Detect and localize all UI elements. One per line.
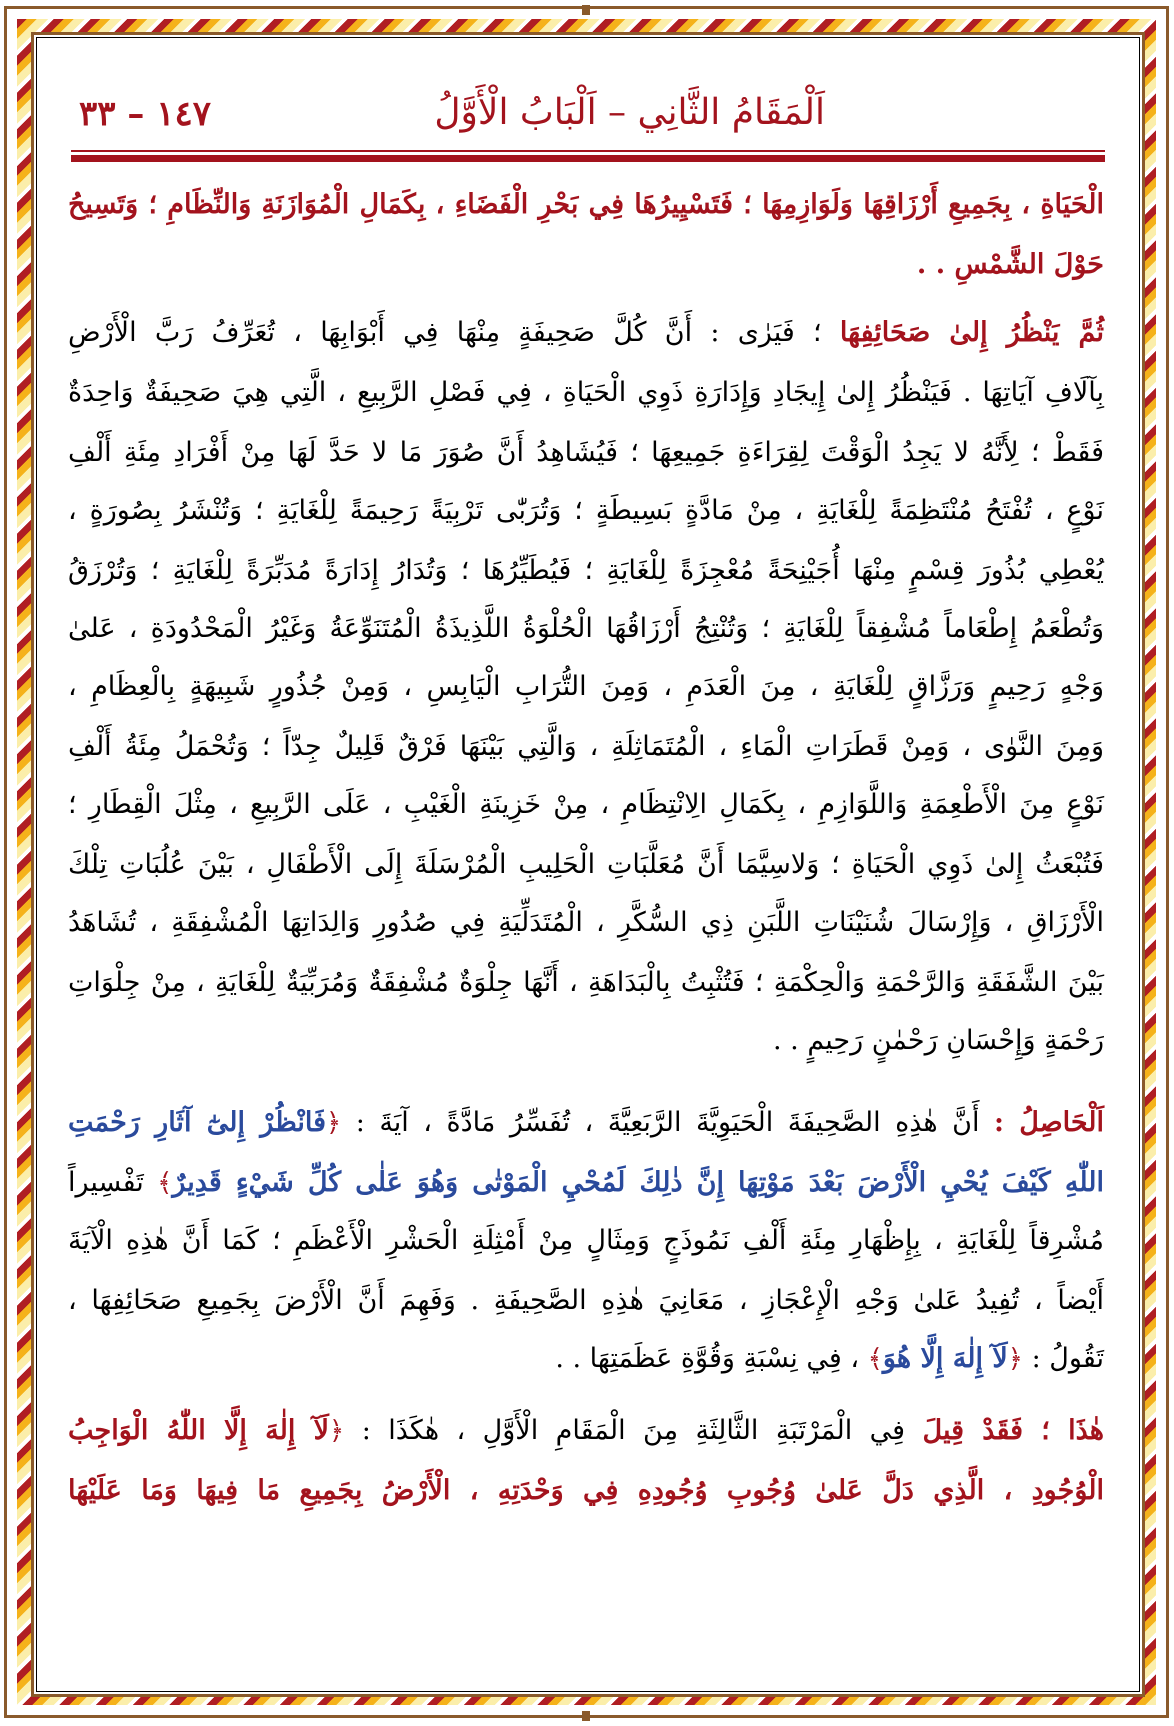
text-line [68,903,1104,947]
body-text-segment: الْأَرْزَاقِ ، وَإِرْسَالَ شُنَيْنَاتِ اللَّبَنِ ذِي السُّكَّرِ ، الْمُتَدَلِّيَةِ فِي صُدُورِ وَالِدَاتِهَا الْمُشْفِقَةِ ، تُشَاهَدُ [68,907,1104,938]
text-line [68,433,1104,477]
text-line [68,551,1104,595]
text-line [68,667,1104,711]
text-line [68,785,1104,829]
ornate-bracket-icon: ﴿ [326,1108,342,1138]
highlighted-text: هٰذَا ؛ فَقَدْ قِيلَ [922,1415,1105,1446]
text-line [68,491,1104,535]
body-text-segment: مُشْرِقاً لِلْغَايَةِ ، بِإِظْهَارِ مِئَةِ أَلْفِ نَمُوذَجٍ وَمِثَالٍ مِنْ أَمْثِلَةِ الْحَشْرِ الْأَعْظَمِ ؛ كَمَا أَنَّ هٰذِهِ الْآيَةَ [68,1225,1104,1256]
body-text-segment: نَوْعٍ ، تُفْتَحُ مُنْتَظِمَةً لِلْغَايَةِ ، مِنْ مَادَّةٍ بَسِيطَةٍ ؛ وَتُرَبّٰى تَرْبِيَةً رَحِيمَةً لِلْغَايَةِ ؛ وَتُنْشَرُ بِصُورَةٍ ، [68,495,1104,526]
body-text-segment: وَجْهٍ رَحِيمٍ وَرَزَّاقٍ لِلْغَايَةِ ، مِنَ الْعَدَمِ ، وَمِنَ التُّرَابِ الْيَابِسِ ، وَمِنْ جُذُورٍ شَبِيهَةٍ بِالْعِظَامِ ، [68,671,1104,702]
text-line [68,1339,1104,1383]
body-text-segment: تَفْسِيراً [68,1167,158,1198]
body-text-segment: يُعْطِي بُذُورَ قِسْمٍ مِنْهَا أُجَيْنِحَةً مُعْجِزَةً لِلْغَايَةِ ؛ فَيُطَيِّرُهَا ؛ وَتُدَارُ إِدَارَةً مُدَبِّرَةً لِلْغَايَةِ ؛ وَتُرْزَقُ [68,555,1104,586]
quran-verse-text: اللّٰهِ كَيْفَ يُحْيِ الْأَرْضَ بَعْدَ مَوْتِهَا إِنَّ ذٰلِكَ لَمُحْيِ الْمَوْتٰى وَهُوَ عَلٰى كُلِّ شَيْءٍ قَدِيرٌ [172,1167,1104,1198]
frame-knot-bottom [582,1711,590,1721]
body-text-segment: وَتُطْعَمُ إِطْعَاماً مُشْفِقاً لِلْغَايَةِ ؛ وَتُنْتِجُ أَرْزَاقُهَا الْحُلْوَةُ اللَّذِيذَةُ الْمُتَنَوِّعَةُ وَغَيْرُ الْمَحْدُودَةِ ، عَلىٰ [68,613,1104,644]
body-text-segment: وَمِنَ النَّوٰى ، وَمِنْ قَطَرَاتِ الْمَاءِ ، الْمُتَمَاثِلَةِ ، وَالَّتِي بَيْنَهَا فَرْقٌ قَلِيلٌ جِدّاً ؛ وَتُحْمَلُ مِئَةُ أَلْفِ [68,731,1104,762]
body-text-segment: بَيْنَ الشَّفَقَةِ وَالرَّحْمَةِ وَالْحِكْمَةِ ؛ فَتُثْبِتُ بِالْبَدَاهَةِ ، أَنَّهَا جِلْوَةٌ مُشْفِقَةٌ وَمُرَبِّيَةٌ لِلْغَايَةِ ، مِنْ جِلْوَاتِ [68,967,1104,998]
body-text-segment: ، فِي نِسْبَةِ وَقُوَّةِ عَظَمَتِهَا . . [555,1343,868,1374]
header-rule-thick [71,155,1105,162]
text-line [68,963,1104,1007]
ornate-bracket-icon: ﴿ [329,1416,345,1446]
body-text-segment: بِآلَافِ آيَاتِهَا . فَيَنْظُرُ إِلىٰ إِيجَادِ وَإِدَارَةِ ذَوِي الْحَيَاةِ ، فِي فَصْلِ الرَّبِيعِ ، الَّتِي هِيَ صَحِيفَةٌ وَاحِدَةٌ [68,377,1104,408]
highlighted-text: الْوُجُودِ ، الَّذِي دَلَّ عَلىٰ وُجُوبِ وُجُودِهِ فِي وَحْدَتِهِ ، الْأَرْضُ بِجَمِيعِ مَا فِيهَا وَمَا عَلَيْهَا [68,1475,1104,1506]
body-text-segment: نَوْعٍ مِنَ الْأَطْعِمَةِ وَاللَّوَازِمِ ، بِكَمَالِ الِانْتِظَامِ ، مِنْ خَزِينَةِ الْغَيْبِ ، عَلَى الرَّبِيعِ ، مِثْلَ الْقِطَارِ ؛ [68,789,1104,820]
text-line [68,1163,1104,1207]
chapter-title: اَلْمَقَامُ الثَّانِي – اَلْبَابُ الْأَوَّلُ [434,92,825,133]
body-text-segment: تَقُولُ : [1023,1343,1104,1374]
highlighted-text: اَلْحَاصِلُ : [993,1107,1105,1138]
body-text-segment: أَنَّ هٰذِهِ الصَّحِيفَةَ الْحَيَوِيَّةَ الرَّبَعِيَّةَ ، تُفَسِّرُ مَادَّةً ، آيَةَ : [341,1107,994,1138]
frame-knot-top [582,5,590,15]
text-line [68,1221,1104,1265]
text-line [68,245,1104,289]
body-text-segment: رَحْمَةٍ وَإِحْسَانِ رَحْمٰنٍ رَحِيمٍ . . [772,1025,1104,1056]
text-line [68,1021,1104,1065]
body-text-segment: فَقَطْ ؛ لِأَنَّهُ لا يَجِدُ الْوَقْتَ لِقِرَاءَةِ جَمِيعِهَا ؛ فَيُشَاهِدُ أَنَّ صُوَرَ مَا لا حَدَّ لَهَا مِنْ أَفْرَادِ مِئَةِ أَلْفِ [68,437,1104,468]
quran-verse-text: فَانْظُرْ إِلىٰٓ آثَارِ رَحْمَتِ [68,1107,326,1138]
quran-verse-text: لَآ إِلٰهَ إِلَّا هُوَ [882,1343,1008,1374]
highlighted-text: الْحَيَاةِ ، بِجَمِيعِ أَرْزَاقِهَا وَلَوَازِمِهَا ؛ فَتَسْيِيرُهَا فِي بَحْرِ الْفَضَاءِ ، بِكَمَالِ الْمُوَازَنَةِ وَالنِّظَامِ ؛ وَتَسِيحُ [68,189,1104,220]
text-line [68,1411,1104,1455]
text-line [68,373,1104,417]
highlighted-text: ثُمَّ يَنْظُرُ إِلىٰ صَحَائِفِهَا [839,317,1104,348]
ornate-bracket-icon: ﴾ [867,1344,883,1374]
text-line [68,185,1104,229]
ornate-bracket-icon: ﴾ [157,1168,173,1198]
text-line [68,727,1104,771]
text-line [68,1103,1104,1147]
body-text-segment: ؛ فَيَرٰى : أَنَّ كُلَّ صَحِيفَةٍ مِنْهَا فِي أَبْوَابِهَا ، تُعَرِّفُ رَبَّ الْأَرْضِ [68,317,840,348]
header-rule-thin [71,150,1105,152]
page-header [71,80,1105,150]
text-line [68,1281,1104,1325]
body-text-segment: فَتُبْعَثُ إِلىٰ ذَوِي الْحَيَاةِ ؛ وَلاسِيَّمَا أَنَّ مُعَلَّبَاتِ الْحَلِيبِ الْمُرْسَلَةَ إِلَى الْأَطْفَالِ ، بَيْنَ عُلُبَاتِ تِلْكَ [68,849,1104,880]
text-line [68,609,1104,653]
body-text-segment: أَيْضاً ، تُفِيدُ عَلىٰ وَجْهِ الْإِعْجَازِ ، مَعَانِيَ هٰذِهِ الصَّحِيفَةِ . وَفَهِمَ أَنَّ الْأَرْضَ بِجَمِيعِ صَحَائِفِهَا ، [68,1285,1104,1316]
text-line [68,1471,1104,1515]
highlighted-text: حَوْلَ الشَّمْسِ . . [916,249,1104,280]
text-line [68,845,1104,889]
body-text-segment: فِي الْمَرْتَبَةِ الثَّالِثَةِ مِنَ الْمَقَامِ الْأَوَّلِ ، هٰكَذَا : [344,1415,923,1446]
highlighted-text: لَآ إِلٰهَ إِلَّا اللّٰهُ الْوَاجِبُ [68,1415,330,1446]
page-number: ١٤٧ – ٣٣ [79,94,212,134]
ornate-bracket-icon: ﴿ [1007,1344,1023,1374]
text-line [68,313,1104,357]
